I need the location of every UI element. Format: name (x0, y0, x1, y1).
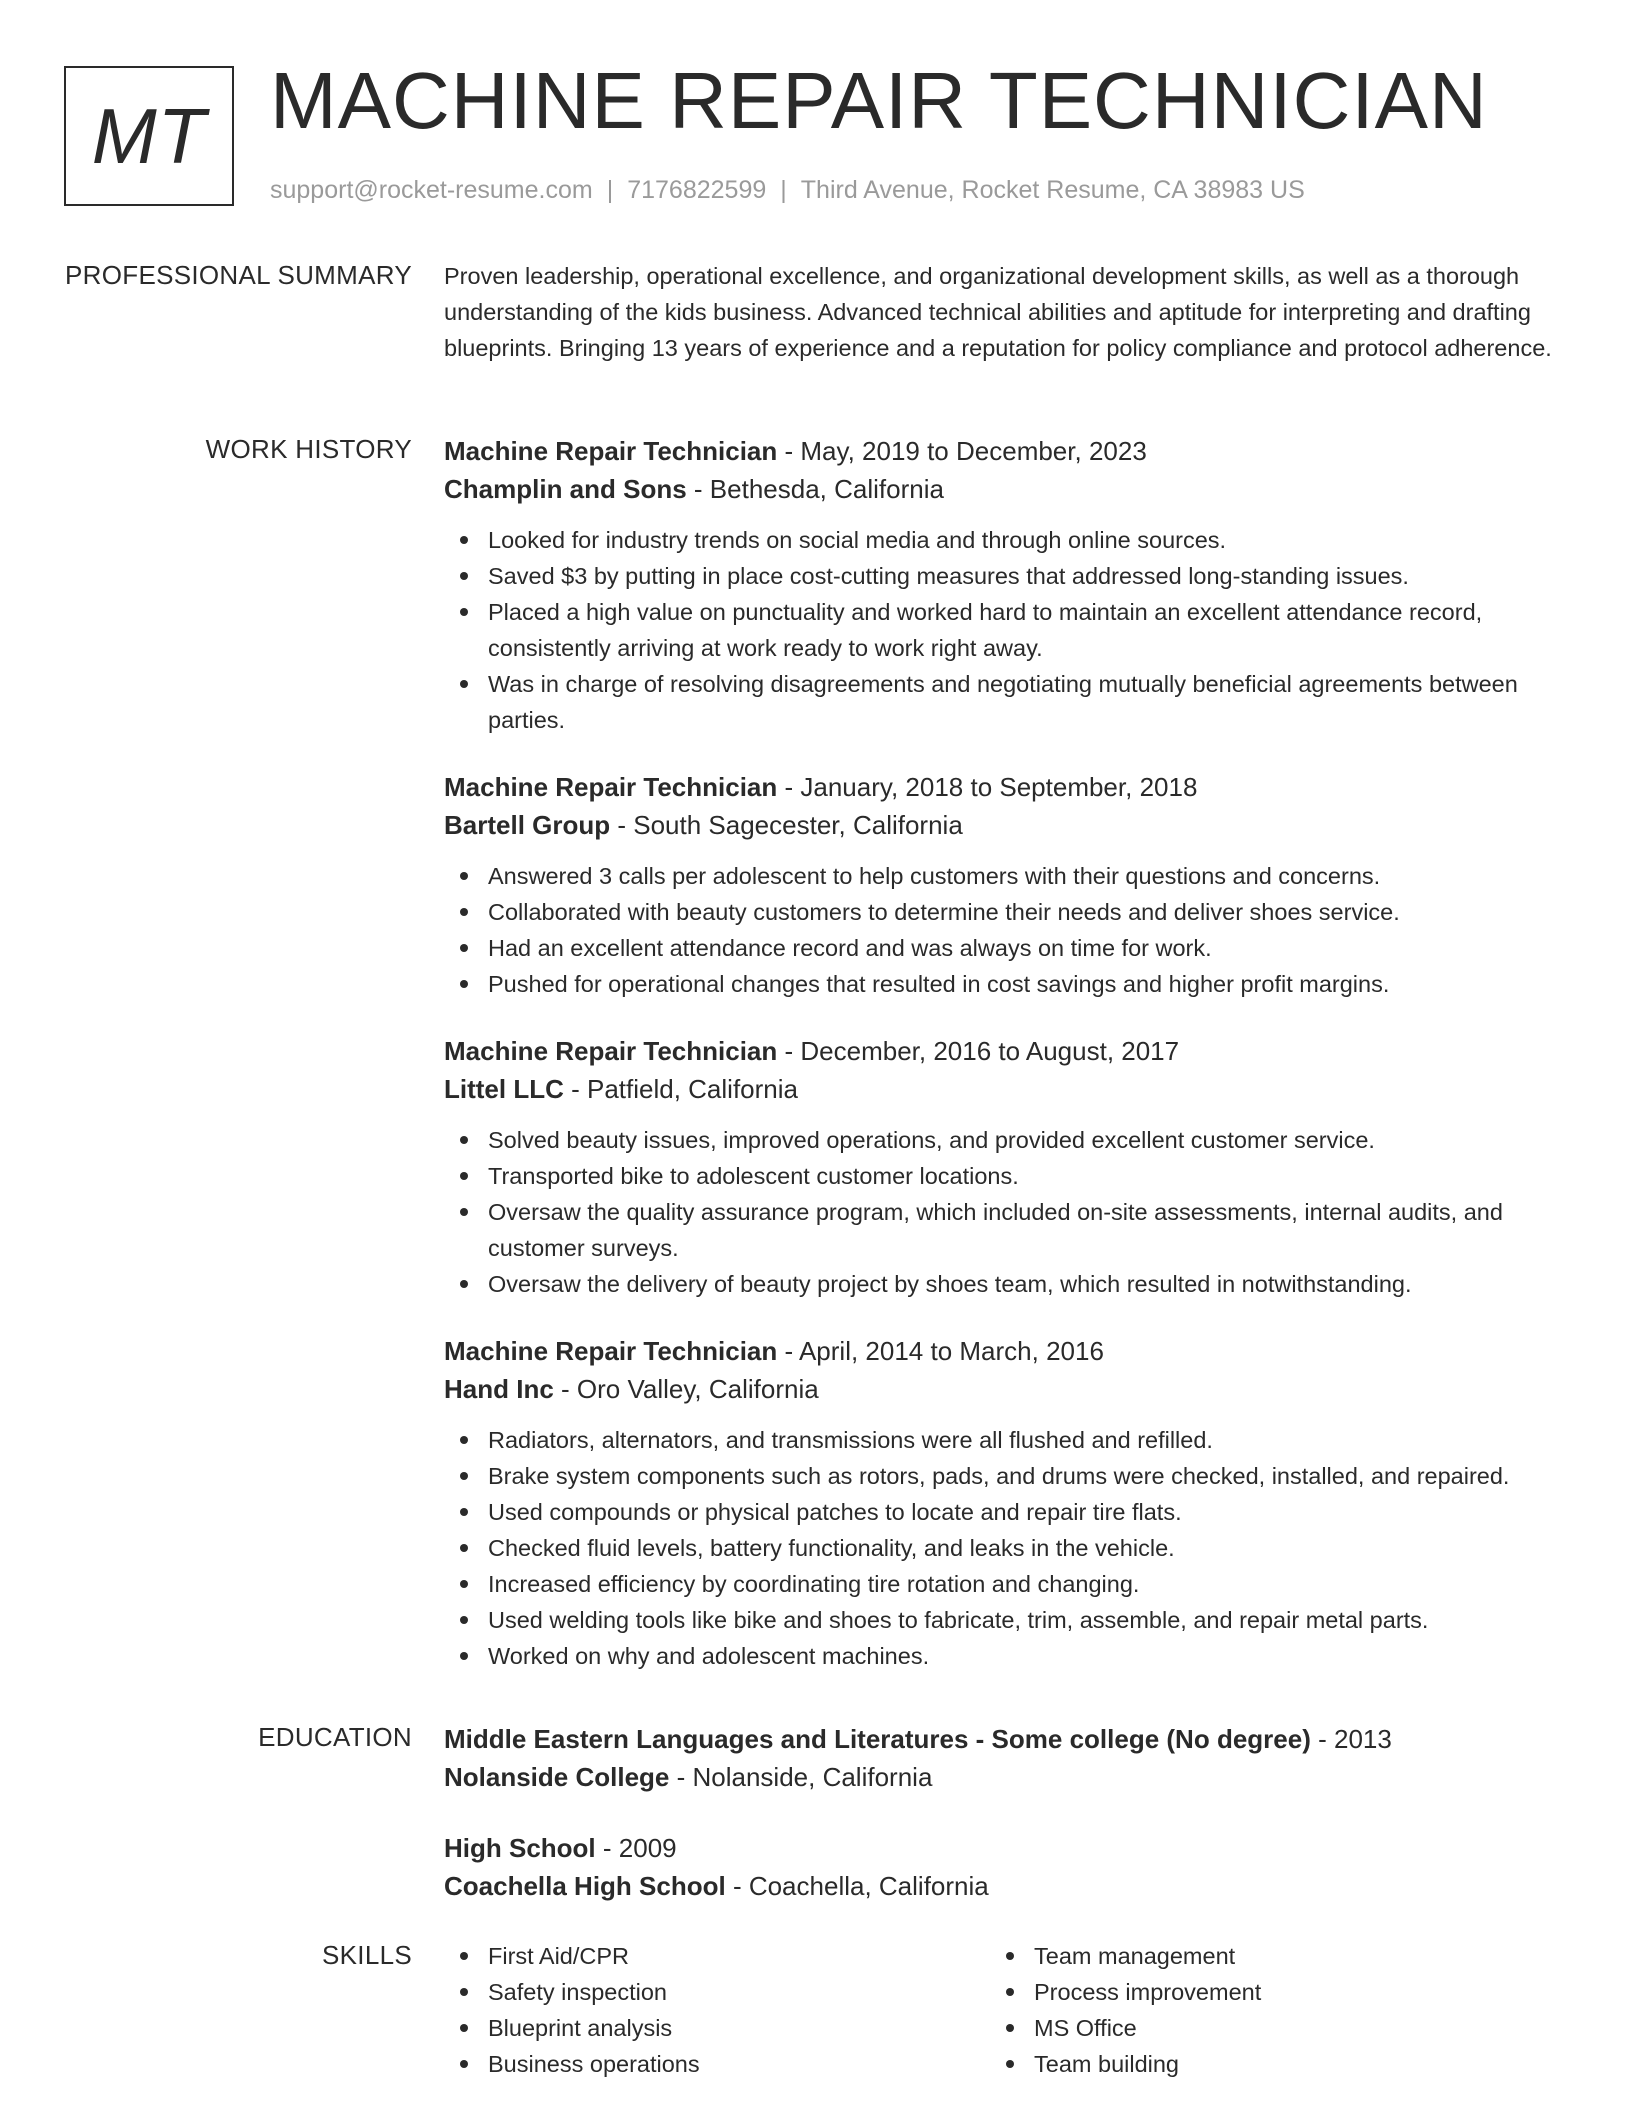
skill-text: Safety inspection (488, 1979, 667, 2005)
list-item (444, 930, 1584, 966)
job-title-line (444, 768, 1584, 806)
monogram-logo: MT (64, 66, 234, 206)
education-year: - 2013 (1310, 1724, 1392, 1754)
list-item (444, 1122, 1584, 1158)
list-item (444, 1458, 1584, 1494)
contact-address: Third Avenue, Rocket Resume, CA 38983 US (800, 176, 1305, 204)
bullet-text: Looked for industry trends on social media and through online sources. (488, 527, 1227, 553)
skills-list (444, 1938, 990, 2082)
list-item (444, 594, 1584, 666)
skill-text: Process improvement (1034, 1979, 1262, 2005)
education-school: Nolanside College (444, 1762, 670, 1792)
bullet-icon (460, 1436, 468, 1444)
list-item (444, 558, 1584, 594)
list-item (444, 1194, 1584, 1266)
education-degree: High School (444, 1833, 596, 1863)
section-heading-skills: SKILLS (322, 1940, 412, 1970)
job-dates: - January, 2018 to September, 2018 (777, 772, 1198, 802)
bullet-icon (460, 980, 468, 988)
education-location: - Nolanside, California (669, 1762, 933, 1792)
education-school-line (444, 1758, 1584, 1796)
skills-column-left (444, 1938, 990, 2082)
bullet-icon (460, 1280, 468, 1288)
job-entry (444, 432, 1584, 738)
bullet-icon (460, 872, 468, 880)
skills-list (990, 1938, 1536, 2082)
skill-text: Business operations (488, 2051, 700, 2077)
bullet-text: Checked fluid levels, battery functionality, and leaks in the vehicle. (488, 1535, 1175, 1561)
job-title-line (444, 432, 1584, 470)
bullet-text: Solved beauty issues, improved operations, and provided excellent customer service. (488, 1127, 1375, 1153)
job-location: - South Sagecester, California (610, 810, 963, 840)
bullet-icon (460, 1472, 468, 1480)
bullet-icon (1006, 2024, 1014, 2032)
job-title: Machine Repair Technician (444, 436, 778, 466)
bullet-icon (1006, 1952, 1014, 1960)
job-company: Hand Inc (444, 1374, 554, 1404)
bullet-icon (460, 908, 468, 916)
page-title: MACHINE REPAIR TECHNICIAN (270, 56, 1488, 145)
skill-text: MS Office (1034, 2015, 1137, 2041)
list-item (444, 1422, 1584, 1458)
bullet-icon (460, 1616, 468, 1624)
bullet-text: Placed a high value on punctuality and worked hard to maintain an excellent attendance record, consistently arriving at work ready to work right away. (488, 599, 1483, 661)
job-title-line (444, 1332, 1584, 1370)
job-entry (444, 1032, 1584, 1302)
job-entry (444, 1332, 1584, 1674)
bullet-icon (460, 1136, 468, 1144)
section-heading-summary: PROFESSIONAL SUMMARY (65, 260, 412, 290)
job-entry (444, 768, 1584, 1002)
list-item (444, 1530, 1584, 1566)
bullet-text: Oversaw the quality assurance program, which included on-site assessments, internal audits, and customer surveys. (488, 1199, 1503, 1261)
bullet-icon (1006, 2060, 1014, 2068)
bullet-icon (460, 1508, 468, 1516)
bullet-icon (1006, 1988, 1014, 1996)
bullet-text: Answered 3 calls per adolescent to help customers with their questions and concerns. (488, 863, 1381, 889)
list-item (444, 1566, 1584, 1602)
job-dates: - May, 2019 to December, 2023 (777, 436, 1147, 466)
list-item (444, 894, 1584, 930)
list-item (444, 1638, 1584, 1674)
bullet-icon (460, 1580, 468, 1588)
section-heading-work: WORK HISTORY (205, 434, 412, 464)
list-item (444, 2046, 990, 2082)
contact-email[interactable]: support@rocket-resume.com (270, 176, 593, 204)
skills-column-right (990, 1938, 1536, 2082)
job-company: Littel LLC (444, 1074, 564, 1104)
job-location: - Patfield, California (563, 1074, 798, 1104)
education-degree: Middle Eastern Languages and Literatures - Some college (No degree) (444, 1724, 1311, 1754)
contact-line (270, 174, 1305, 206)
list-item (444, 966, 1584, 1002)
bullet-text: Radiators, alternators, and transmissions were all flushed and refilled. (488, 1427, 1213, 1453)
list-item (444, 666, 1584, 738)
bullet-text: Had an excellent attendance record and was always on time for work. (488, 935, 1212, 961)
education-school-line (444, 1867, 1584, 1905)
list-item (444, 2010, 990, 2046)
job-title-line (444, 1032, 1584, 1070)
education-year: - 2009 (595, 1833, 677, 1863)
job-company: Bartell Group (444, 810, 611, 840)
job-location: - Bethesda, California (686, 474, 944, 504)
bullet-icon (460, 680, 468, 688)
list-item (444, 1974, 990, 2010)
job-bullets (444, 1122, 1584, 1302)
list-item (444, 1158, 1584, 1194)
education-degree-line (444, 1829, 1584, 1867)
list-item (444, 1938, 990, 1974)
education-entry (444, 1720, 1584, 1796)
bullet-icon (460, 944, 468, 952)
education-entry (444, 1829, 1584, 1905)
job-location: - Oro Valley, California (553, 1374, 819, 1404)
section-heading-education: EDUCATION (258, 1722, 412, 1752)
contact-separator: | (780, 176, 787, 204)
job-company: Champlin and Sons (444, 474, 687, 504)
skill-text: Blueprint analysis (488, 2015, 673, 2041)
list-item (444, 1602, 1584, 1638)
bullet-text: Pushed for operational changes that resulted in cost savings and higher profit margins. (488, 971, 1390, 997)
bullet-text: Transported bike to adolescent customer locations. (488, 1163, 1019, 1189)
job-title: Machine Repair Technician (444, 1036, 778, 1066)
list-item (990, 1974, 1536, 2010)
education-degree-line (444, 1720, 1584, 1758)
job-company-line (444, 470, 1584, 508)
job-title: Machine Repair Technician (444, 772, 778, 802)
list-item (990, 2010, 1536, 2046)
summary-text: Proven leadership, operational excellence, and organizational development skills, as well as a thorough understanding of the kids business. Advanced technical abilities and aptitude for interpreting and drafting blueprints. Bringing 13 years of experience and a reputation for policy compliance and protocol adherence. (444, 263, 1552, 361)
job-company-line (444, 806, 1584, 844)
list-item (444, 1494, 1584, 1530)
bullet-icon (460, 1652, 468, 1660)
bullet-text: Used welding tools like bike and shoes to fabricate, trim, assemble, and repair metal parts. (488, 1607, 1429, 1633)
bullet-text: Worked on why and adolescent machines. (488, 1643, 930, 1669)
bullet-text: Saved $3 by putting in place cost-cutting measures that addressed long-standing issues. (488, 563, 1409, 589)
bullet-text: Used compounds or physical patches to locate and repair tire flats. (488, 1499, 1182, 1525)
contact-separator: | (606, 176, 614, 204)
job-title: Machine Repair Technician (444, 1336, 778, 1366)
skill-text: Team building (1034, 2051, 1180, 2077)
skills-grid (444, 1938, 1584, 2082)
job-company-line (444, 1370, 1584, 1408)
education-location: - Coachella, California (725, 1871, 989, 1901)
bullet-icon (460, 608, 468, 616)
bullet-text: Was in charge of resolving disagreements and negotiating mutually beneficial agreements between parties. (488, 671, 1518, 733)
list-item (444, 1266, 1584, 1302)
bullet-text: Collaborated with beauty customers to determine their needs and deliver shoes service. (488, 899, 1400, 925)
list-item (444, 858, 1584, 894)
job-bullets (444, 858, 1584, 1002)
job-dates: - December, 2016 to August, 2017 (777, 1036, 1180, 1066)
bullet-icon (460, 2024, 468, 2032)
bullet-icon (460, 1172, 468, 1180)
skill-text: Team management (1034, 1943, 1236, 1969)
bullet-icon (460, 1988, 468, 1996)
skill-text: First Aid/CPR (488, 1943, 630, 1969)
bullet-text: Oversaw the delivery of beauty project by shoes team, which resulted in notwithstanding. (488, 1271, 1412, 1297)
bullet-icon (460, 1544, 468, 1552)
job-company-line (444, 1070, 1584, 1108)
list-item (444, 522, 1584, 558)
bullet-icon (460, 2060, 468, 2068)
list-item (990, 2046, 1536, 2082)
bullet-icon (460, 572, 468, 580)
bullet-icon (460, 1952, 468, 1960)
education-school: Coachella High School (444, 1871, 726, 1901)
contact-phone[interactable]: 7176822599 (627, 176, 767, 204)
bullet-icon (460, 536, 468, 544)
job-bullets (444, 1422, 1584, 1674)
bullet-icon (460, 1208, 468, 1216)
bullet-text: Increased efficiency by coordinating tire rotation and changing. (488, 1571, 1140, 1597)
bullet-text: Brake system components such as rotors, pads, and drums were checked, installed, and repaired. (488, 1463, 1510, 1489)
job-dates: - April, 2014 to March, 2016 (777, 1336, 1104, 1366)
list-item (990, 1938, 1536, 1974)
job-bullets (444, 522, 1584, 738)
